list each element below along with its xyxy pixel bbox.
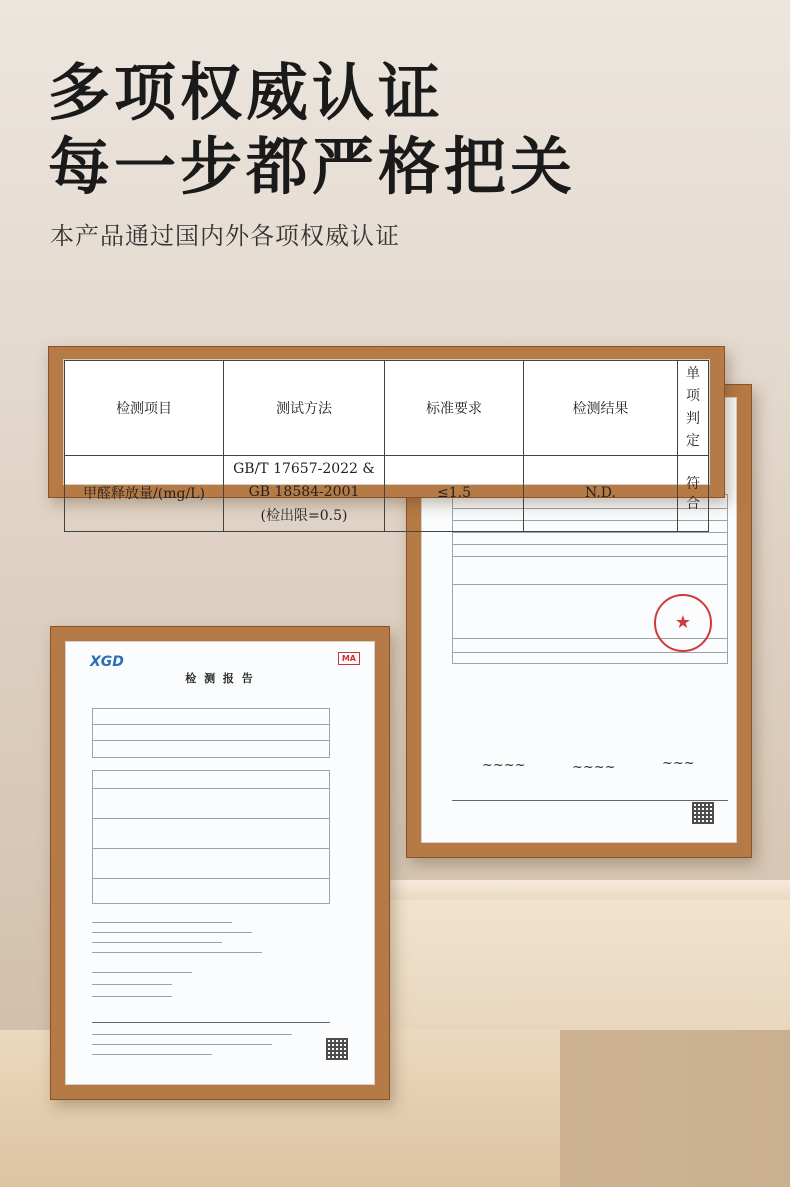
header-verdict: 单项 判定 (678, 361, 709, 456)
signature-1: ~~~~ (482, 758, 526, 773)
subtitle: 本产品通过国内外各项权威认证 (50, 222, 400, 250)
xgd-logo: XGD (90, 654, 124, 670)
cell-requirement: ≤1.5 (385, 455, 524, 531)
ma-mark-icon: MA (338, 652, 360, 665)
header-test-method: 测试方法 (224, 361, 385, 456)
spec-table-panel (63, 359, 710, 525)
red-seal-icon: ★ (654, 594, 712, 652)
certificate-page-left (65, 641, 375, 1085)
header-requirement: 标准要求 (385, 361, 524, 456)
cell-test-item: 甲醛释放量/(mg/L) (65, 455, 224, 531)
qr-code-icon (692, 802, 714, 824)
report-title: 检 测 报 告 (185, 672, 255, 685)
header-result: 检测结果 (524, 361, 678, 456)
certificate-frame-left (50, 626, 390, 1100)
doc-table-left-1 (92, 708, 330, 758)
signature-3: ~~~ (662, 756, 695, 771)
doc-table-left-2 (92, 770, 330, 904)
method-line-3: (检出限=0.5) (260, 508, 348, 525)
cell-result: N.D. (524, 455, 678, 531)
method-line-1: GB/T 17657-2022 & (233, 460, 375, 477)
spec-table-frame (48, 346, 725, 525)
method-line-2: GB 18584-2001 (248, 484, 360, 501)
headline-line-1: 多项权威认证 (48, 56, 445, 129)
headline-line-2: 每一步都严格把关 (48, 130, 577, 203)
qr-code-icon (326, 1038, 348, 1060)
cell-verdict: 符合 (678, 455, 709, 531)
spec-table (64, 360, 709, 532)
cell-test-method (224, 455, 385, 531)
shelf-upper-edge (380, 880, 790, 902)
header-test-item: 检测项目 (65, 361, 224, 456)
shelf-lower-side (560, 1030, 790, 1187)
signature-2: ~~~~ (572, 760, 616, 775)
